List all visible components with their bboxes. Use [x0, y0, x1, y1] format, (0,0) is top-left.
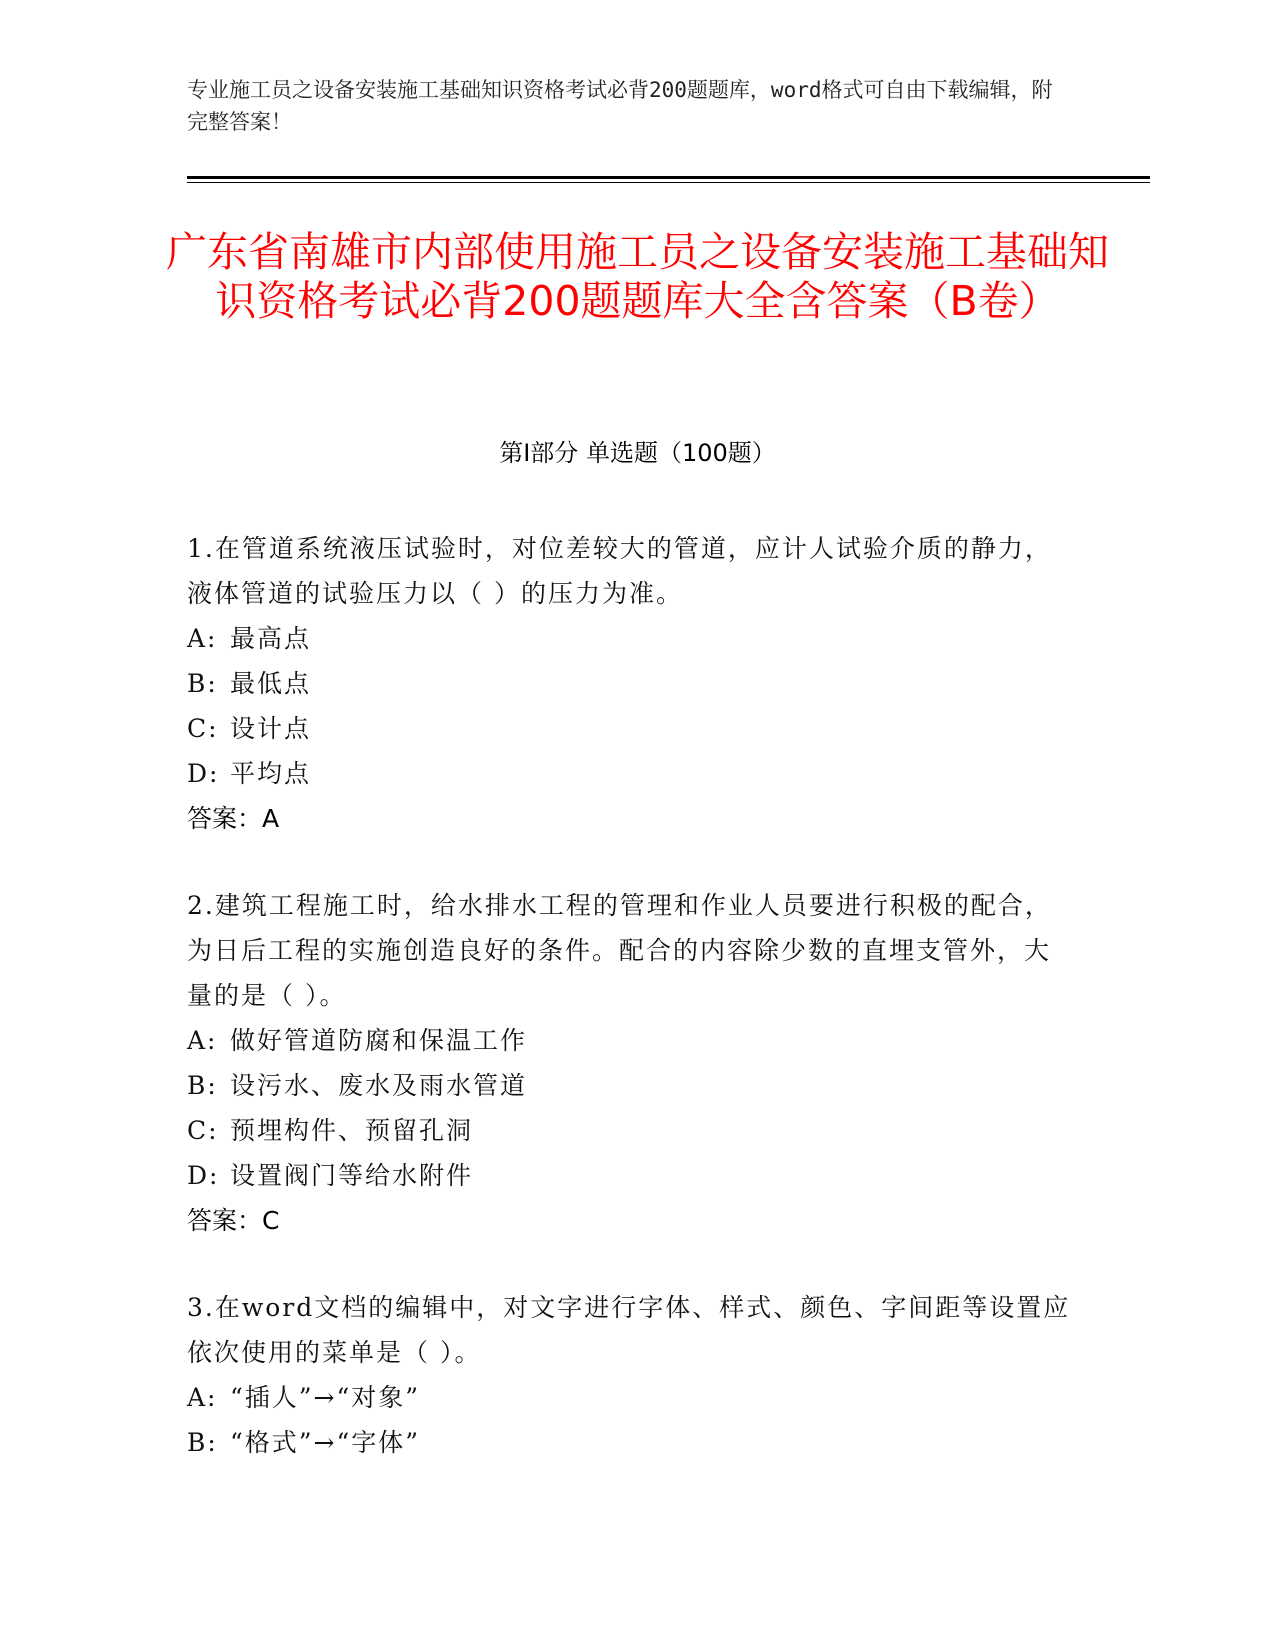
option-letter: A: [187, 1026, 218, 1055]
option-text: “格式”→“字体” [230, 1428, 421, 1457]
option-a [187, 616, 1072, 661]
question-stem: 3.在word文档的编辑中，对文字进行字体、样式、颜色、字间距等设置应依次使用的菜单是（ ）。 [187, 1293, 1071, 1367]
option-c [187, 1108, 1072, 1153]
answer-line: 答案：C [187, 1206, 280, 1235]
option-text: “插人”→“对象” [230, 1383, 421, 1412]
header-rule-thick [187, 176, 1150, 179]
question-3 [187, 1285, 1072, 1465]
header-rule-thin [187, 182, 1150, 183]
option-letter: C: [187, 1116, 219, 1145]
question-1 [187, 526, 1072, 841]
option-letter: C: [187, 714, 219, 743]
option-c [187, 706, 1072, 751]
header-note: 专业施工员之设备安装施工基础知识资格考试必背200题题库，word格式可自由下载编辑，附完整答案！ [187, 78, 1053, 134]
option-letter: B: [187, 669, 218, 698]
question-stem: 1.在管道系统液压试验时，对位差较大的管道，应计人试验介质的静力，液体管道的试验压力以（ ）的压力为准。 [187, 534, 1052, 608]
option-b [187, 661, 1072, 706]
option-a [187, 1018, 1072, 1063]
document-title: 广东省南雄市内部使用施工员之设备安装施工基础知识资格考试必背200题题库大全含答案（B卷） [166, 228, 1109, 325]
option-a [187, 1375, 1072, 1420]
option-letter: D: [187, 1161, 220, 1190]
option-letter: B: [187, 1071, 218, 1100]
option-d [187, 1153, 1072, 1198]
option-letter: A: [187, 624, 218, 653]
option-letter: D: [187, 759, 220, 788]
option-text: 做好管道防腐和保温工作 [230, 1026, 528, 1055]
option-text: 最高点 [230, 624, 312, 653]
answer-line: 答案：A [187, 804, 280, 833]
option-d [187, 751, 1072, 796]
question-stem: 2.建筑工程施工时，给水排水工程的管理和作业人员要进行积极的配合，为日后工程的实施创造良好的条件。配合的内容除少数的直埋支管外，大量的是（ ）。 [187, 891, 1052, 1010]
option-text: 设污水、废水及雨水管道 [230, 1071, 528, 1100]
option-letter: A: [187, 1383, 218, 1412]
option-letter: B: [187, 1428, 218, 1457]
option-text: 预埋构件、预留孔洞 [230, 1116, 474, 1145]
option-text: 最低点 [230, 669, 312, 698]
option-b [187, 1420, 1072, 1465]
section-title: 第Ⅰ部分 单选题（100题） [499, 439, 776, 467]
option-b [187, 1063, 1072, 1108]
question-list [187, 526, 1072, 1507]
option-text: 设置阀门等给水附件 [230, 1161, 474, 1190]
question-2 [187, 883, 1072, 1243]
option-text: 平均点 [230, 759, 312, 788]
option-text: 设计点 [230, 714, 312, 743]
